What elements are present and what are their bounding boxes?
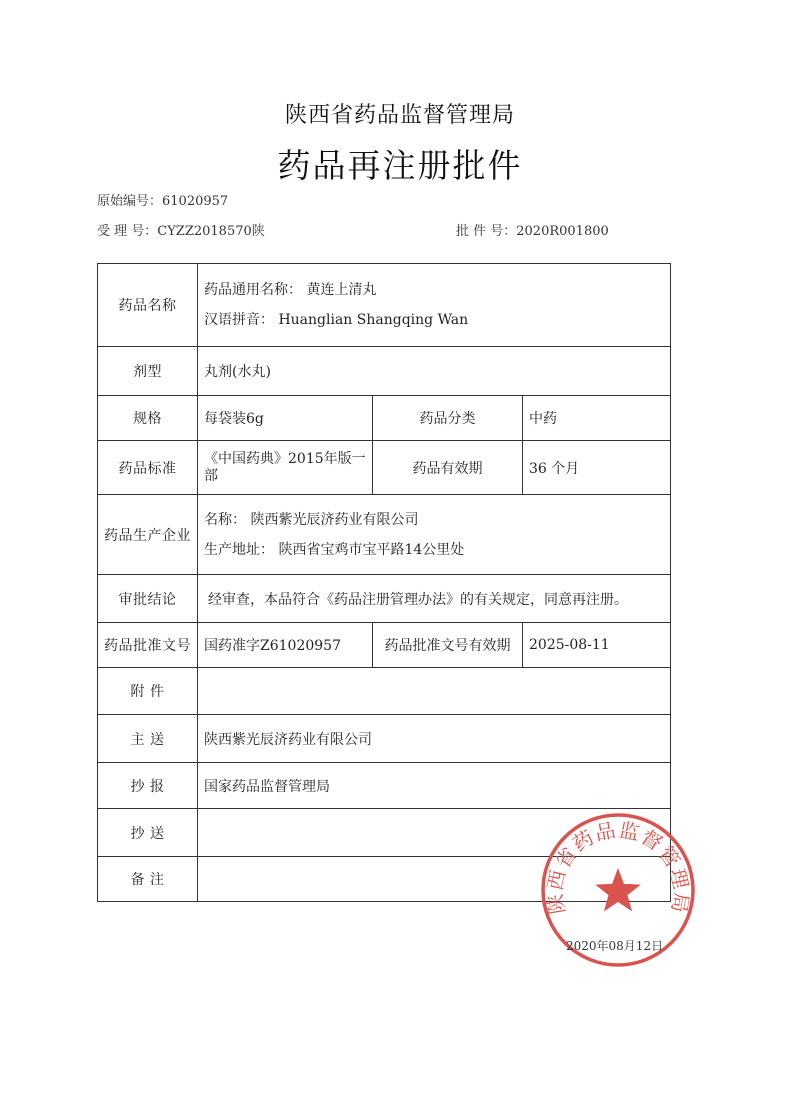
original-number-value: 61020957	[162, 194, 229, 209]
category-label: 药品分类	[373, 396, 523, 441]
category-value: 中药	[523, 396, 671, 441]
approval-document-number-label: 批 件 号：	[456, 224, 517, 239]
table-row	[98, 763, 671, 809]
approval-validity-label: 药品批准文号有效期	[373, 623, 523, 668]
generic-name: 药品通用名称： 黄连上清丸	[204, 282, 377, 298]
acceptance-number	[97, 220, 265, 239]
attachment-label: 附 件	[98, 668, 198, 715]
drug-name-label: 药品名称	[98, 264, 198, 347]
manufacturer-name: 名称： 陕西紫光辰济药业有限公司	[204, 511, 419, 528]
approval-document-number-value: 2020R001800	[516, 224, 609, 239]
approval-table	[97, 263, 671, 902]
table-row	[98, 264, 671, 347]
dosage-form-value: 丸剂(水丸)	[198, 347, 671, 396]
cc-send-label: 抄 送	[98, 809, 198, 857]
standard-value: 《中国药典》2015年版一部	[204, 450, 366, 484]
approval-document-number	[456, 220, 609, 239]
remark-label: 备 注	[98, 857, 198, 902]
seal-text-path: 陕西省药品监督管理局	[542, 817, 694, 916]
table-row	[98, 575, 671, 623]
attachment-value	[198, 668, 671, 715]
original-number	[97, 190, 228, 209]
dosage-form-label: 剂型	[98, 347, 198, 396]
conclusion-label: 审批结论	[98, 575, 198, 623]
standard-label: 药品标准	[98, 441, 198, 495]
standard-cell	[198, 441, 373, 495]
spec-value: 每袋装6g	[198, 396, 373, 441]
approval-number-value: 国药准字Z61020957	[198, 623, 373, 668]
table-row	[98, 623, 671, 668]
validity-value: 36 个月	[523, 441, 671, 495]
seal-star-icon	[595, 868, 641, 911]
table-row	[98, 441, 671, 495]
issue-date: 2020年08月12日	[566, 939, 664, 953]
main-recipient-value: 陕西紫光辰济药业有限公司	[198, 715, 671, 763]
manufacturer-cell	[198, 495, 671, 575]
table-row	[98, 347, 671, 396]
approval-number-label: 药品批准文号	[98, 623, 198, 668]
cc-report-value: 国家药品监督管理局	[198, 763, 671, 809]
manufacturer-label: 药品生产企业	[98, 495, 198, 575]
pinyin-name: 汉语拼音： Huanglian Shangqing Wan	[204, 312, 469, 328]
conclusion-value: 经审查，本品符合《药品注册管理办法》的有关规定，同意再注册。	[198, 575, 671, 623]
table-row	[98, 668, 671, 715]
issuing-authority: 陕西省药品监督管理局	[284, 103, 515, 128]
validity-label: 药品有效期	[373, 441, 523, 495]
table-row	[98, 495, 671, 575]
original-number-label: 原始编号：	[97, 194, 163, 209]
document-title: 药品再注册批件	[277, 146, 523, 185]
approval-validity-value: 2025-08-11	[523, 623, 671, 668]
spec-label: 规格	[98, 396, 198, 441]
table-row	[98, 715, 671, 763]
table-row	[98, 396, 671, 441]
drug-name-cell	[198, 264, 671, 347]
cc-report-label: 抄 报	[98, 763, 198, 809]
main-recipient-label: 主 送	[98, 715, 198, 763]
acceptance-number-value: CYZZ2018570陕	[157, 224, 265, 239]
manufacturer-address: 生产地址： 陕西省宝鸡市宝平路14公里处	[204, 541, 465, 558]
acceptance-number-label: 受 理 号：	[97, 224, 158, 239]
